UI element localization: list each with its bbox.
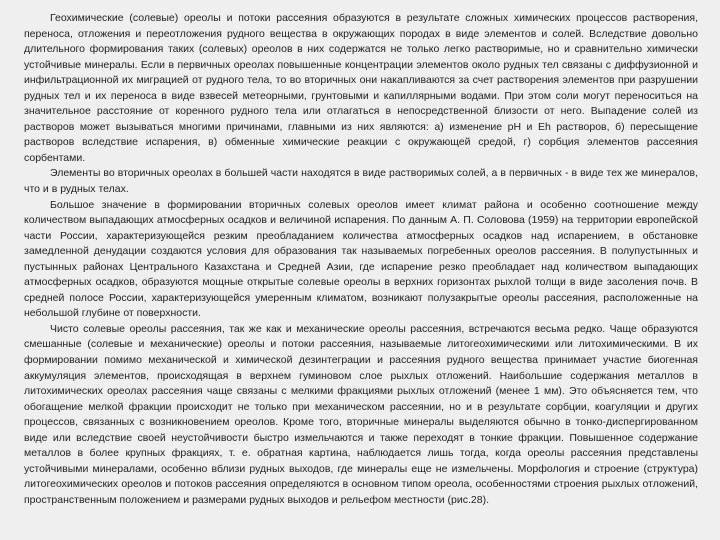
paragraph-climate-influence: Большое значение в формировании вторичных солевых ореолов имеет климат района и особенно соотношение между количеством выпадающих атмосферных осадков и величиной испарения. По данным А. П. Соловова (1959) на территории европейской части России, характеризующейся резким преобладанием количества атмосферных осадков над испарением, в обстановке замедленной денудации создаются условия для образования так называемых погребенных ореолов рассеяния. В полупустынных и пустынных районах Центрального Казахстана и Средней Азии, где испарение резко преобладает над количеством выпадающих атмосферных осадков, образуются мощные открытые солевые ореолы в верхних горизонтах рыхлой толщи в виде засоления почв. В средней полосе России, характеризующейся умеренным климатом, возникают полузакрытые ореолы рассеяния, расположенные на небольшой глубине от поверхности.	[24, 198, 698, 320]
paragraph-geochemical-halos: Геохимические (солевые) ореолы и потоки рассеяния образуются в результате сложных химических процессов растворения, переноса, отложения и переотложения рудного вещества в окружающих породах в виде элементов и солей. Вследствие довольно длительного формирования таких (солевых) ореолов в них содержатся не только легко растворимые, но и сравнительно химически устойчивые минералы. Если в первичных ореолах повышенные концентрации элементов около рудных тел связаны с диффузионной и инфильтрационной их миграцией от рудного тела, то во вторичных они накапливаются за счет растворения элементов при разрушении рудных тел и их переноса в виде взвесей метеорными, грунтовыми и капиллярными водами. При этом соли могут переноситься на значительное расстояние от коренного рудного тела или отлагаться в непосредственной близости от него. Выпадение солей из растворов может вызываться многими причинами, главными из них являются: а) изменение рН и Eh растворов, б) пересыщение растворов вследствие испарения, в) обменные химические реакции с окружающей средой, г) сорбция элементов рассеяния сорбентами.	[24, 12, 698, 164]
document-body	[24, 11, 698, 509]
paragraph-secondary-halos-elements: Элементы во вторичных ореолах в большей части находятся в виде растворимых солей, а в первичных - в виде тех же минералов, что и в рудных телах.	[24, 167, 698, 196]
paragraph-mixed-halos: Чисто солевые ореолы рассеяния, так же как и механические ореолы рассеяния, встречаются весьма редко. Чаще образуются смешанные (солевые и механические) ореолы и потоки рассеяния, называемые литогеохимическими или литохимическими. В их формировании помимо механической и химической дезинтеграции и рассеяния рудного вещества принимает участие биогенная аккумуляция элементов, происходящая в верхнем гуминовом слое рыхлых отложений. Наибольшие содержания металлов в литохимических ореолах рассеяния чаще связаны с мелкими фракциями рыхлых отложений (менее 1 мм). Это объясняется тем, что обогащение мелкой фракции происходит не только при механическом рассеянии, но и в результате сорбции, коагуляции и других процессов, связанных с возникновением ореолов. Кроме того, вторичные минералы выделяются обычно в тонко-диспергированном виде или вследствие своей неустойчивости быстро измельчаются и также переходят в тонкие фракции. Повышенное содержание металлов в более крупных фракциях, т. е. обратная картина, наблюдается лишь тогда, когда ореолы рассеяния представлены устойчивыми минералами, особенно вблизи рудных выходов, где минералы еще не измельчены. Морфология и строение (структура) литогеохимических ореолов и потоков рассеяния определяются в основном типом ореола, особенностями строения рыхлых отложений, пространственным положением и размерами рудных выходов и рельефом местности (рис.28).	[24, 322, 698, 506]
